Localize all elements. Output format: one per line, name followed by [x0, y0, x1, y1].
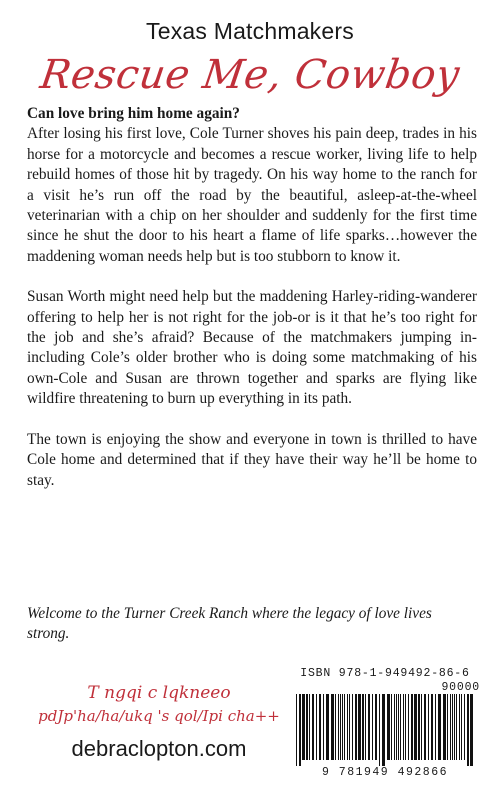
price-code: 90000 [441, 681, 480, 694]
closing-line: Welcome to the Turner Creek Ranch where the legacy of love lives strong. [27, 605, 432, 643]
script-line-2: pdJp'ha/ha/ukq 's qol/Ipi cha++ [38, 707, 280, 725]
blurb-paragraph-3: The town is enjoying the show and everyone in town is thrilled to have Cole home and determined that if they have their way he’ll be home to stay. [27, 430, 477, 489]
series-title: Texas Matchmakers [146, 18, 354, 44]
tagline: Can love bring him home again? [27, 105, 240, 122]
blurb-paragraph-2: Susan Worth might need help but the maddening Harley-riding-wanderer offering to help her is not right for the job-or is it that he’s too right for the job and she’s afraid? Because of the matchmakers jumping in-including Cole’s older brother who is doing some matchmaking of his own-Cole and Susan are thrown together and sparks are flying like wildfire threatening to burn up everything in its path. [27, 288, 477, 408]
blurb-paragraph-1: After losing his first love, Cole Turner shoves his pain deep, trades in his horse for a motorcycle and becomes a rescue worker, living life to help rebuild homes of those hit by tragedy. On his way home to the ranch for a visit he’s run off the road by the beautiful, asleep-at-the-wheel veterinarian with a chip on her shoulder and suddenly for the first time since he shut the door to his heart a flame of life sparks…however the maddening woman needs help but is too stubborn to know it. [27, 125, 477, 265]
script-line-1: T ngqi c lqkneeo [87, 683, 231, 703]
isbn-label: ISBN 978-1-949492-86-6 [300, 667, 470, 680]
back-cover-blurb [27, 104, 477, 511]
isbn-barcode-block [290, 664, 480, 784]
book-title: Rescue Me, Cowboy [37, 52, 463, 98]
barcode-bars [290, 694, 480, 766]
barcode-digits: 9 781949 492866 [321, 766, 449, 779]
author-website: debraclopton.com [71, 736, 247, 761]
